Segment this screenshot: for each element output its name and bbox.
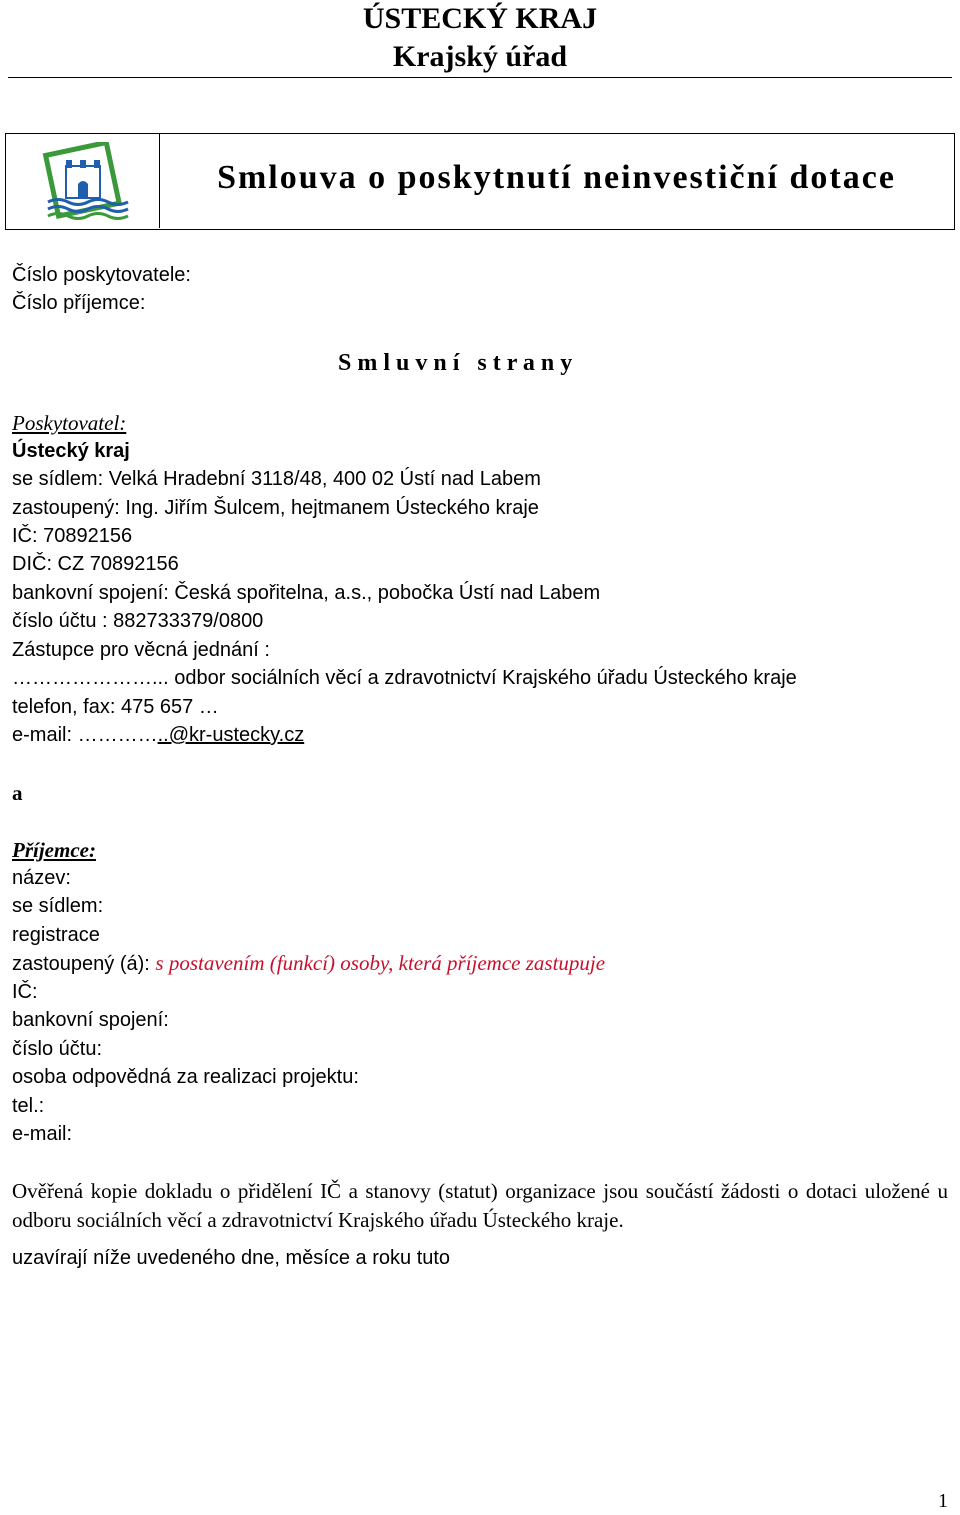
provider-email-link[interactable]: ..@kr-ustecky.cz [157, 724, 305, 746]
provider-phone: telefon, fax: 475 657 … [12, 696, 219, 718]
office-heading: Krajský úřad [392, 40, 568, 73]
recipient-registration-label: registrace [12, 924, 100, 946]
provider-bank: bankovní spojení: Česká spořitelna, a.s., pobočka Ústí nad Labem [12, 582, 601, 604]
title-box [5, 133, 955, 230]
recipient-responsible-label: osoba odpovědná za realizaci projektu: [12, 1066, 359, 1088]
parties-heading: S m l u v n í s t r a n y [338, 350, 573, 376]
recipient-represented-label: zastoupený (á): [12, 953, 150, 975]
recipient-phone-label: tel.: [12, 1095, 45, 1117]
recipient-name-label: název: [12, 867, 71, 889]
provider-represented: zastoupený: Ing. Jiřím Šulcem, hejtmanem Ústeckého kraje [12, 497, 539, 519]
recipient-heading: Příjemce: [12, 838, 96, 862]
recipient-bank-label: bankovní spojení: [12, 1009, 169, 1031]
provider-email-prefix: e-mail: ………… [12, 724, 158, 746]
recipient-represented [12, 949, 605, 978]
recipient-represented-hint: s postavením (funkcí) osoby, která příjemce zastupuje [155, 951, 606, 975]
logo-cell [6, 134, 160, 228]
provider-number-label: Číslo poskytovatele: [12, 264, 191, 286]
conjunction: a [12, 781, 23, 805]
page-number: 1 [938, 1490, 948, 1512]
recipient-seat-label: se sídlem: [12, 895, 104, 917]
provider-name: Ústecký kraj [12, 440, 130, 462]
header-divider [8, 77, 952, 78]
recipient-account-label: číslo účtu: [12, 1038, 103, 1060]
provider-ic: IČ: 70892156 [12, 525, 133, 547]
provider-department: …………………... odbor sociálních věcí a zdravotnictví Krajského úřadu Ústeckého kraje [12, 667, 797, 689]
provider-dic: DIČ: CZ 70892156 [12, 553, 179, 575]
recipient-email-label: e-mail: [12, 1123, 73, 1145]
recipient-ic-label: IČ: [12, 981, 38, 1003]
provider-heading: Poskytovatel: [12, 411, 127, 435]
recipient-number-label: Číslo příjemce: [12, 292, 146, 314]
region-heading: ÚSTECKÝ KRAJ [362, 2, 598, 35]
verification-paragraph: Ověřená kopie dokladu o přidělení IČ a stanovy (statut) organizace jsou součástí žádosti o dotaci uložené u odboru sociálních věcí a zdravotnictví Krajského úřadu Ústeckého kraje. [12, 1179, 948, 1232]
closing-line: uzavírají níže uvedeného dne, měsíce a roku tuto [12, 1247, 451, 1269]
provider-account: číslo účtu : 882733379/0800 [12, 610, 264, 632]
usti-region-logo [38, 142, 130, 222]
provider-seat: se sídlem: Velká Hradební 3118/48, 400 02 Ústí nad Labem [12, 468, 541, 490]
provider-email [12, 721, 304, 749]
provider-contact-label: Zástupce pro věcná jednání : [12, 639, 270, 661]
document-title: Smlouva o poskytnutí neinvestiční dotace [217, 159, 896, 196]
